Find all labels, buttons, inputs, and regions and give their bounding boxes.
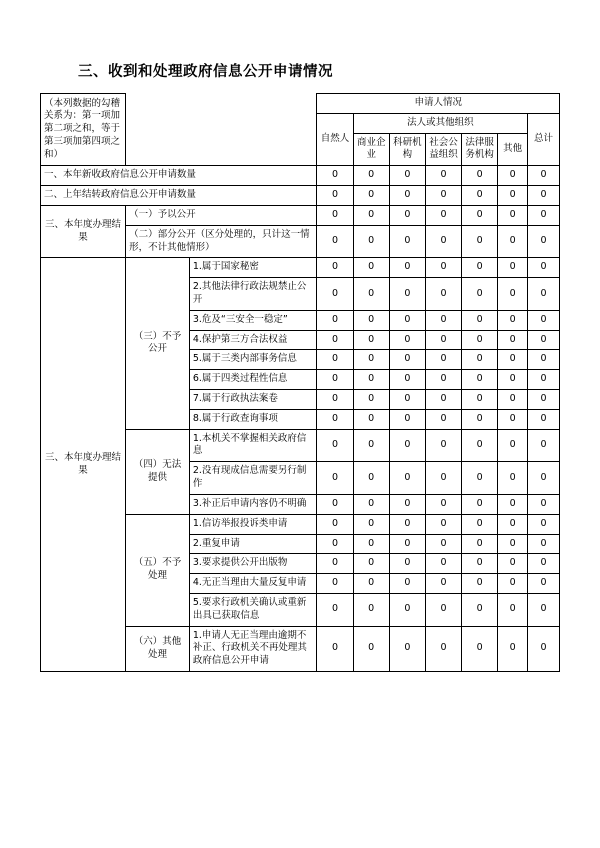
header-col-legal-service: 法律服务机构: [462, 133, 498, 166]
cell-value: 0: [462, 626, 498, 671]
cell-value: 0: [317, 278, 353, 311]
cell-value: 0: [353, 554, 389, 574]
cell-value: 0: [462, 186, 498, 206]
cell-value: 0: [425, 205, 461, 225]
header-col-research: 科研机构: [389, 133, 425, 166]
row-label-new-applications: 一、本年新收政府信息公开申请数量: [41, 166, 317, 186]
cell-value: 0: [353, 370, 389, 390]
header-col-total: 总计: [528, 113, 560, 165]
cell-value: 0: [498, 225, 528, 258]
header-legal-group: 法人或其他组织: [353, 113, 527, 133]
cell-value: 0: [462, 534, 498, 554]
cell-value: 0: [528, 494, 560, 514]
cell-value: 0: [498, 310, 528, 330]
cell-value: 0: [498, 574, 528, 594]
cell-value: 0: [462, 310, 498, 330]
cell-value: 0: [353, 494, 389, 514]
cell-value: 0: [528, 574, 560, 594]
cell-value: 0: [498, 462, 528, 495]
cell-value: 0: [317, 225, 353, 258]
row-label-not-held: 1.本机关不掌握相关政府信息: [189, 429, 317, 462]
cell-value: 0: [317, 350, 353, 370]
cell-value: 0: [425, 429, 461, 462]
row-label-reconfirm-request: 5.要求行政机关确认或重新出具已获取信息: [189, 593, 317, 626]
cell-value: 0: [389, 370, 425, 390]
row-label-needs-creation: 2.没有现成信息需要另行制作: [189, 462, 317, 495]
cell-value: 0: [528, 205, 560, 225]
cell-value: 0: [528, 225, 560, 258]
information-disclosure-table: [40, 93, 560, 672]
cell-value: 0: [389, 534, 425, 554]
header-col-other: 其他: [498, 133, 528, 166]
page-title: 三、收到和处理政府信息公开申请情况: [78, 64, 333, 80]
row-label-enforcement-file: 7.属于行政执法案卷: [189, 390, 317, 410]
cell-value: 0: [317, 514, 353, 534]
cell-value: 0: [425, 554, 461, 574]
cell-value: 0: [317, 462, 353, 495]
cell-value: 0: [498, 166, 528, 186]
cell-value: 0: [353, 462, 389, 495]
group-label-unable-provide: （四）无法提供: [126, 429, 190, 514]
cell-value: 0: [528, 310, 560, 330]
row-label-overdue-no-correction: 1.申请人无正当理由逾期不补正、行政机关不再处理其政府信息公开申请: [189, 626, 317, 671]
cell-value: 0: [462, 593, 498, 626]
cell-value: 0: [425, 278, 461, 311]
header-col-public-welfare: 社会公益组织: [425, 133, 461, 166]
cell-value: 0: [425, 225, 461, 258]
cell-value: 0: [425, 514, 461, 534]
cell-value: 0: [389, 593, 425, 626]
cell-value: 0: [389, 554, 425, 574]
cell-value: 0: [317, 626, 353, 671]
cell-value: 0: [389, 350, 425, 370]
cell-value: 0: [317, 534, 353, 554]
cell-value: 0: [528, 514, 560, 534]
cell-value: 0: [462, 350, 498, 370]
cell-value: 0: [389, 310, 425, 330]
cell-value: 0: [462, 258, 498, 278]
cell-value: 0: [462, 330, 498, 350]
cell-value: 0: [528, 626, 560, 671]
cell-value: 0: [528, 593, 560, 626]
cell-value: 0: [462, 370, 498, 390]
table-row: [41, 205, 560, 225]
cell-value: 0: [353, 514, 389, 534]
cell-value: 0: [389, 390, 425, 410]
cell-value: 0: [425, 186, 461, 206]
cell-value: 0: [462, 205, 498, 225]
cell-value: 0: [317, 593, 353, 626]
table-row: [41, 166, 560, 186]
row-label-disclosed: （一）予以公开: [126, 205, 317, 225]
cell-value: 0: [317, 429, 353, 462]
cell-value: 0: [462, 390, 498, 410]
cell-value: 0: [462, 429, 498, 462]
cell-value: 0: [317, 554, 353, 574]
cell-value: 0: [317, 166, 353, 186]
cell-value: 0: [353, 225, 389, 258]
row-label-admin-inquiry: 8.属于行政查询事项: [189, 409, 317, 429]
group-label-other-processing: （六）其他处理: [126, 626, 190, 671]
cell-value: 0: [462, 409, 498, 429]
cell-value: 0: [353, 390, 389, 410]
category-label-results-top: 三、本年度办理结果: [41, 205, 126, 257]
cell-value: 0: [353, 310, 389, 330]
cell-value: 0: [528, 409, 560, 429]
cell-value: 0: [389, 205, 425, 225]
cell-value: 0: [353, 534, 389, 554]
cell-value: 0: [528, 278, 560, 311]
cell-value: 0: [462, 574, 498, 594]
cell-value: 0: [389, 409, 425, 429]
cell-value: 0: [425, 350, 461, 370]
cell-value: 0: [353, 166, 389, 186]
cell-value: 0: [462, 554, 498, 574]
cell-value: 0: [528, 166, 560, 186]
row-label-internal-affairs: 5.属于三类内部事务信息: [189, 350, 317, 370]
table-header-row-1: [41, 94, 560, 114]
cell-value: 0: [389, 626, 425, 671]
header-col-business: 商业企业: [353, 133, 389, 166]
cell-value: 0: [528, 258, 560, 278]
cell-value: 0: [498, 429, 528, 462]
cell-value: 0: [462, 514, 498, 534]
header-applicant-group: 申请人情况: [317, 94, 560, 114]
cell-value: 0: [389, 330, 425, 350]
cell-value: 0: [389, 186, 425, 206]
cell-value: 0: [389, 258, 425, 278]
cell-value: 0: [389, 225, 425, 258]
cell-value: 0: [498, 278, 528, 311]
cell-value: 0: [389, 462, 425, 495]
cell-value: 0: [528, 554, 560, 574]
row-label-complaint-type: 1.信访举报投诉类申请: [189, 514, 317, 534]
cell-value: 0: [317, 258, 353, 278]
group-label-not-processed: （五）不予处理: [126, 514, 190, 626]
cell-value: 0: [425, 593, 461, 626]
cell-value: 0: [353, 429, 389, 462]
cell-value: 0: [498, 626, 528, 671]
group-label-not-disclosed: （三）不予公开: [126, 258, 190, 429]
header-col-natural-person: 自然人: [317, 113, 353, 165]
cell-value: 0: [498, 258, 528, 278]
cell-value: 0: [389, 494, 425, 514]
cell-value: 0: [353, 350, 389, 370]
row-label-partially-disclosed: （二）部分公开（区分处理的，只计这一情形，不计其他情形）: [126, 225, 317, 258]
cell-value: 0: [425, 330, 461, 350]
cell-value: 0: [353, 186, 389, 206]
row-label-repeat-application: 2.重复申请: [189, 534, 317, 554]
cell-value: 0: [462, 462, 498, 495]
cell-value: 0: [528, 429, 560, 462]
cell-value: 0: [528, 330, 560, 350]
cell-value: 0: [498, 409, 528, 429]
cell-value: 0: [353, 574, 389, 594]
cell-value: 0: [425, 494, 461, 514]
cell-value: 0: [317, 330, 353, 350]
table-row: [41, 258, 560, 278]
cell-value: 0: [462, 166, 498, 186]
row-label-three-safety: 3.危及“三安全一稳定”: [189, 310, 317, 330]
cell-value: 0: [389, 429, 425, 462]
cell-value: 0: [353, 626, 389, 671]
row-label-carryover-applications: 二、上年结转政府信息公开申请数量: [41, 186, 317, 206]
cell-value: 0: [425, 310, 461, 330]
cell-value: 0: [389, 278, 425, 311]
cell-value: 0: [353, 409, 389, 429]
cell-value: 0: [498, 554, 528, 574]
row-label-law-prohibited: 2.其他法律行政法规禁止公开: [189, 278, 317, 311]
row-label-process-info: 6.属于四类过程性信息: [189, 370, 317, 390]
cell-value: 0: [317, 409, 353, 429]
cell-value: 0: [317, 310, 353, 330]
cell-value: 0: [353, 258, 389, 278]
cell-value: 0: [528, 370, 560, 390]
category-label-results-bottom: 三、本年度办理结果: [41, 258, 126, 672]
cell-value: 0: [528, 462, 560, 495]
cell-value: 0: [528, 534, 560, 554]
header-spacer: [126, 94, 317, 166]
cell-value: 0: [317, 390, 353, 410]
cell-value: 0: [462, 278, 498, 311]
cell-value: 0: [425, 574, 461, 594]
cell-value: 0: [498, 390, 528, 410]
cell-value: 0: [528, 350, 560, 370]
cell-value: 0: [498, 593, 528, 626]
cell-value: 0: [317, 494, 353, 514]
note-cell: （本列数据的勾稽关系为：第一项加第二项之和，等于第三项加第四项之和）: [41, 94, 126, 166]
cell-value: 0: [353, 330, 389, 350]
cell-value: 0: [498, 330, 528, 350]
cell-value: 0: [462, 225, 498, 258]
cell-value: 0: [425, 626, 461, 671]
cell-value: 0: [425, 258, 461, 278]
row-label-unclear-content: 3.补正后申请内容仍不明确: [189, 494, 317, 514]
cell-value: 0: [498, 350, 528, 370]
cell-value: 0: [498, 370, 528, 390]
cell-value: 0: [353, 593, 389, 626]
cell-value: 0: [425, 409, 461, 429]
cell-value: 0: [528, 390, 560, 410]
cell-value: 0: [528, 186, 560, 206]
cell-value: 0: [425, 166, 461, 186]
cell-value: 0: [425, 390, 461, 410]
cell-value: 0: [425, 370, 461, 390]
cell-value: 0: [498, 205, 528, 225]
cell-value: 0: [425, 534, 461, 554]
cell-value: 0: [389, 166, 425, 186]
cell-value: 0: [389, 574, 425, 594]
cell-value: 0: [317, 205, 353, 225]
row-label-excessive-applications: 4.无正当理由大量反复申请: [189, 574, 317, 594]
row-label-state-secret: 1.属于国家秘密: [189, 258, 317, 278]
cell-value: 0: [317, 574, 353, 594]
cell-value: 0: [498, 186, 528, 206]
cell-value: 0: [498, 534, 528, 554]
cell-value: 0: [353, 205, 389, 225]
cell-value: 0: [389, 514, 425, 534]
table-row: [41, 186, 560, 206]
cell-value: 0: [498, 514, 528, 534]
row-label-third-party-rights: 4.保护第三方合法权益: [189, 330, 317, 350]
cell-value: 0: [425, 462, 461, 495]
cell-value: 0: [462, 494, 498, 514]
cell-value: 0: [317, 186, 353, 206]
cell-value: 0: [353, 278, 389, 311]
row-label-published-materials: 3.要求提供公开出版物: [189, 554, 317, 574]
cell-value: 0: [498, 494, 528, 514]
cell-value: 0: [317, 370, 353, 390]
